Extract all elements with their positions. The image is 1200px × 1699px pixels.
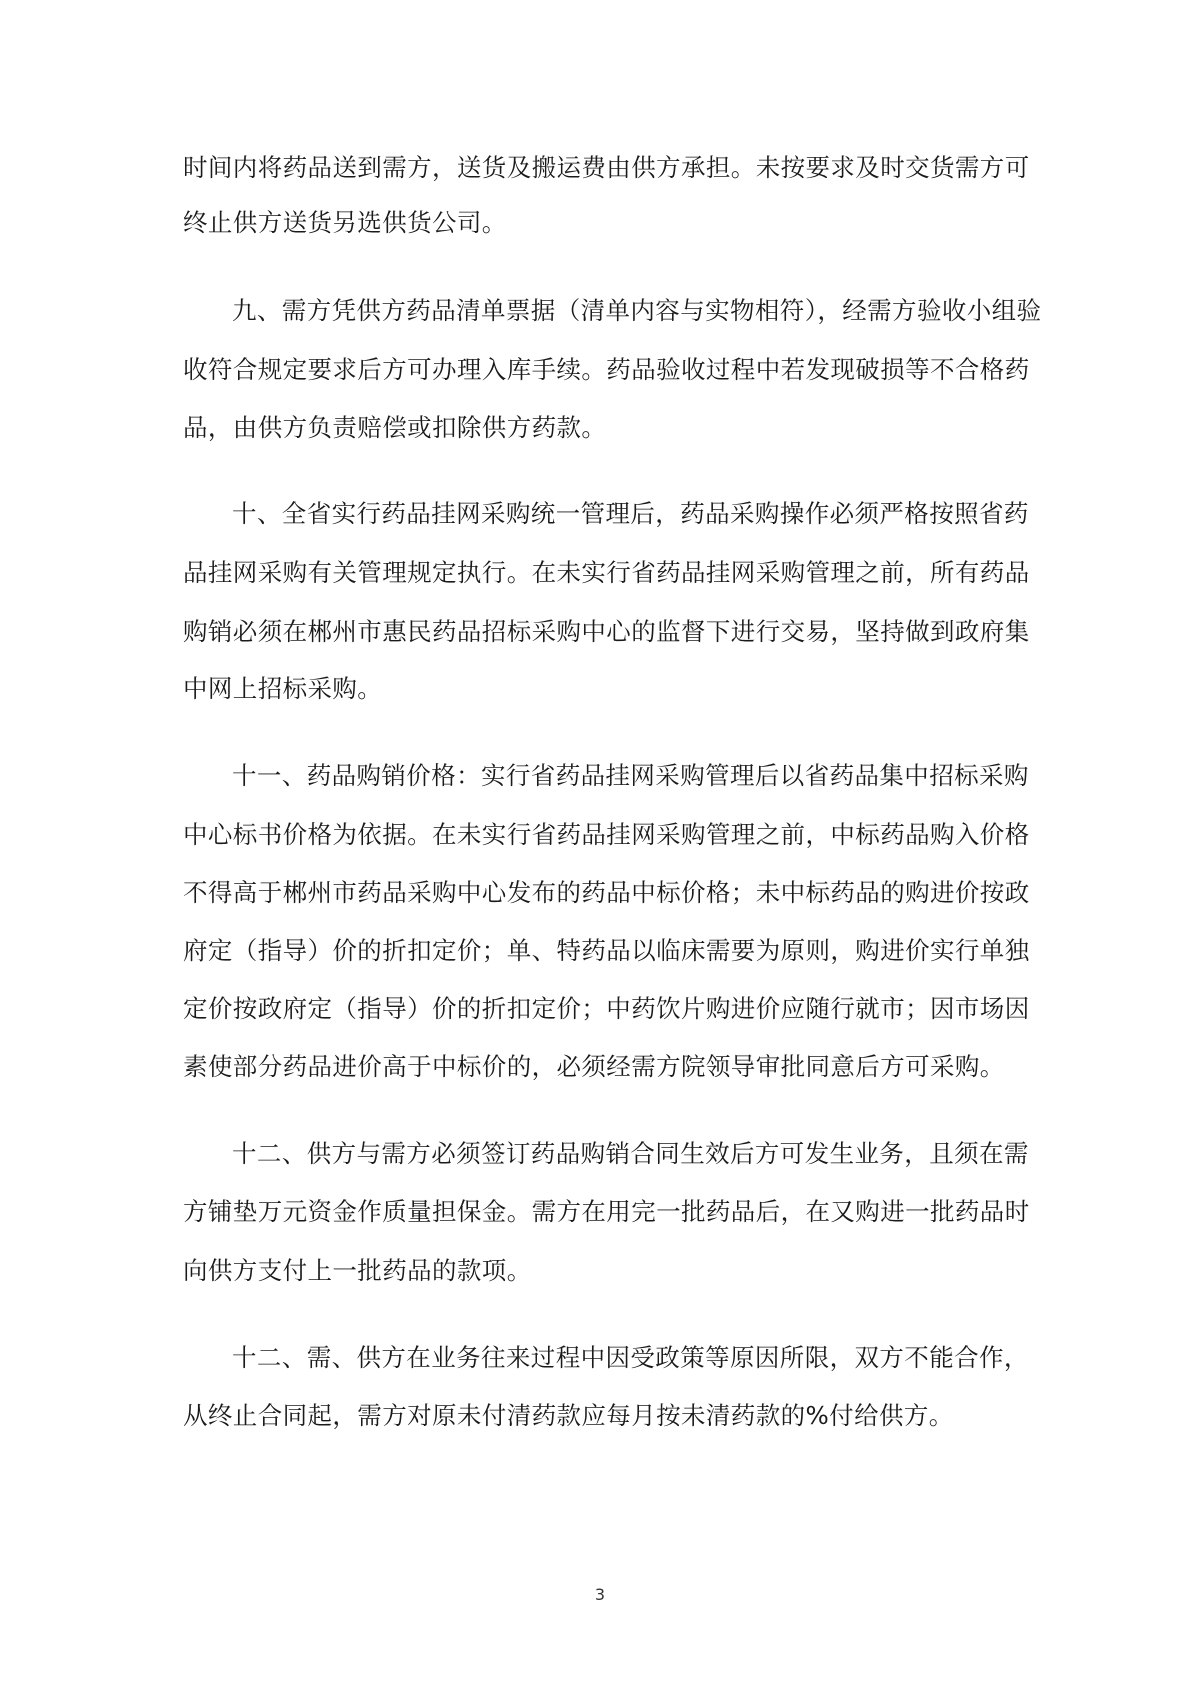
clause-10-first-line: 十、全省实行药品挂网采购统一管理后，药品采购操作必须严格按照省药 xyxy=(232,499,1029,528)
text-line: 中心标书价格为依据。在未实行省药品挂网采购管理之前，中标药品购入价格 xyxy=(183,820,1030,849)
text-line: 品，由供方负责赔偿或扣除供方药款。 xyxy=(183,413,607,442)
clause-12-first-line: 十二、供方与需方必须签订药品购销合同生效后方可发生业务，且须在需 xyxy=(232,1139,1029,1168)
text-line: 素使部分药品进价高于中标价的，必须经需方院领导审批同意后方可采购。 xyxy=(183,1052,1005,1081)
text-line: 不得高于郴州市药品采购中心发布的药品中标价格；未中标药品的购进价按政 xyxy=(183,878,1030,907)
text-line: 终止供方送货另选供货公司。 xyxy=(183,208,507,237)
clause-9-first-line: 九、需方凭供方药品清单票据（清单内容与实物相符），经需方验收小组验 xyxy=(232,296,1042,325)
text-line: 从终止合同起，需方对原未付清药款应每月按未清药款的%付给供方。 xyxy=(183,1401,954,1430)
text-line: 定价按政府定（指导）价的折扣定价；中药饮片购进价应随行就市；因市场因 xyxy=(183,994,1030,1023)
clause-11-first-line: 十一、药品购销价格：实行省药品挂网采购管理后以省药品集中招标采购 xyxy=(232,761,1029,790)
text-line: 品挂网采购有关管理规定执行。在未实行省药品挂网采购管理之前，所有药品 xyxy=(183,558,1030,587)
text-line: 府定（指导）价的折扣定价；单、特药品以临床需要为原则，购进价实行单独 xyxy=(183,936,1030,965)
clause-12b-first-line: 十二、需、供方在业务往来过程中因受政策等原因所限，双方不能合作， xyxy=(232,1343,1029,1372)
text-line: 向供方支付上一批药品的款项。 xyxy=(183,1256,532,1285)
page-number: 3 xyxy=(594,1585,606,1604)
text-line: 时间内将药品送到需方，送货及搬运费由供方承担。未按要求及时交货需方可 xyxy=(183,153,1030,182)
text-line: 方铺垫万元资金作质量担保金。需方在用完一批药品后，在又购进一批药品时 xyxy=(183,1197,1030,1226)
text-line: 收符合规定要求后方可办理入库手续。药品验收过程中若发现破损等不合格药 xyxy=(183,355,1030,384)
text-line: 购销必须在郴州市惠民药品招标采购中心的监督下进行交易，坚持做到政府集 xyxy=(183,617,1030,646)
text-line: 中网上招标采购。 xyxy=(183,674,383,703)
